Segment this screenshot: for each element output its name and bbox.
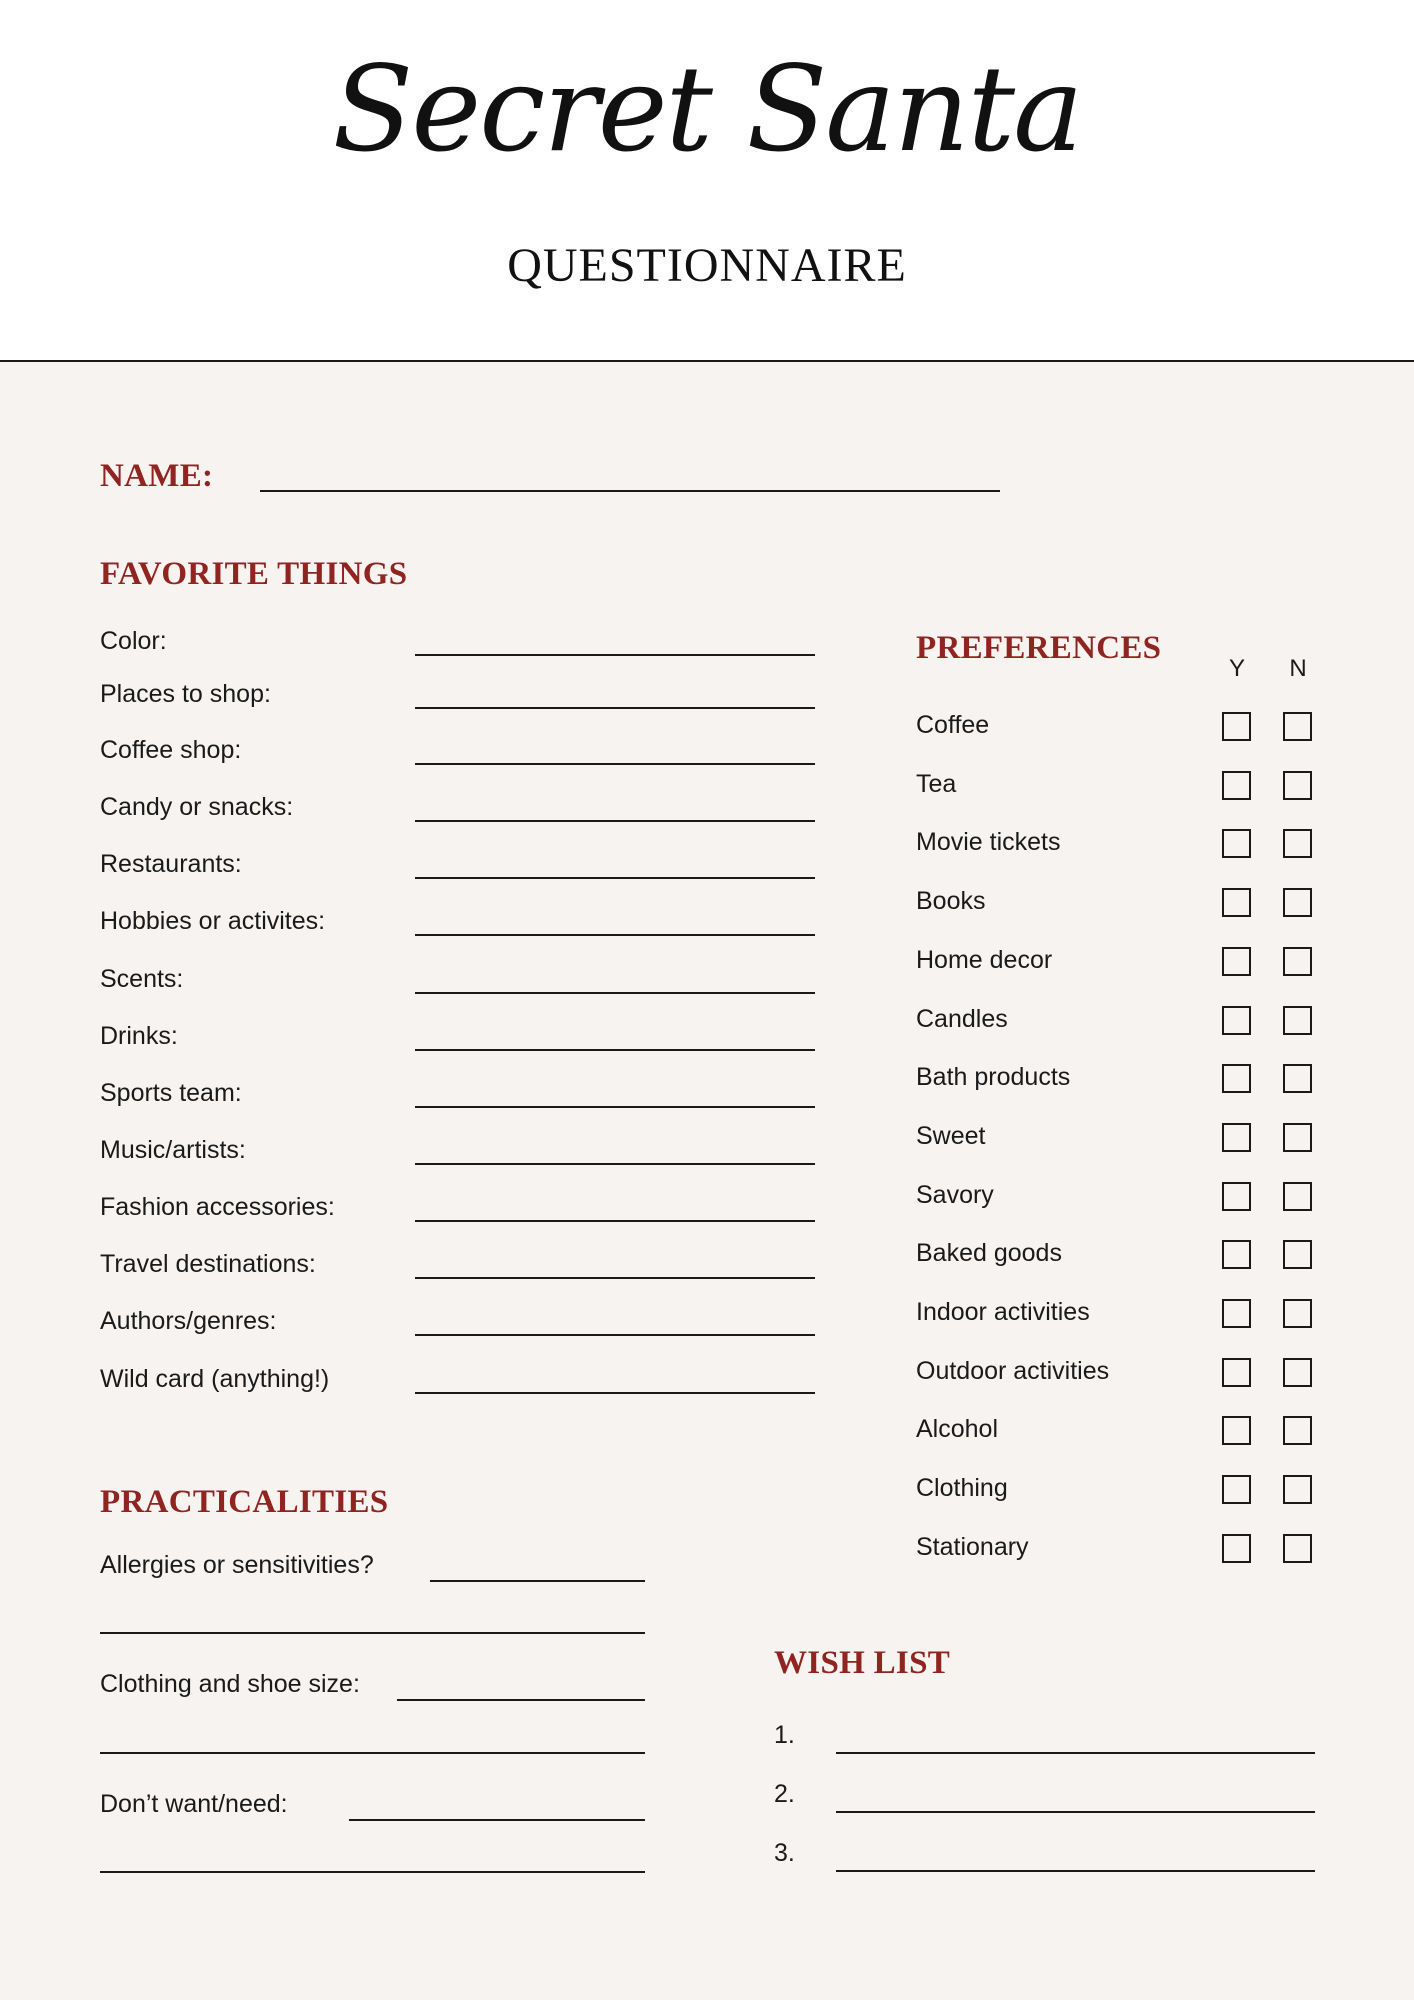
favorite-thing-input-line[interactable]	[415, 1049, 815, 1051]
preference-no-checkbox[interactable]	[1283, 1006, 1312, 1035]
preference-no-checkbox[interactable]	[1283, 888, 1312, 917]
preference-no-checkbox[interactable]	[1283, 771, 1312, 800]
favorite-thing-label: Fashion accessories:	[100, 1193, 335, 1221]
clothing-size-input-line[interactable]	[397, 1699, 645, 1701]
favorite-thing-label: Travel destinations:	[100, 1250, 316, 1278]
favorite-thing-label: Color:	[100, 627, 167, 655]
favorite-thing-label: Candy or snacks:	[100, 793, 294, 821]
favorite-thing-input-line[interactable]	[415, 654, 815, 656]
preference-label: Alcohol	[916, 1415, 998, 1444]
favorite-thing-input-line[interactable]	[415, 820, 815, 822]
dont-want-label: Don’t want/need:	[100, 1790, 288, 1818]
favorite-thing-label: Hobbies or activites:	[100, 907, 326, 935]
favorite-thing-input-line[interactable]	[415, 934, 815, 936]
favorite-thing-input-line[interactable]	[415, 1220, 815, 1222]
no-column-label: N	[1289, 655, 1307, 682]
preference-yes-checkbox[interactable]	[1222, 1006, 1251, 1035]
preference-no-checkbox[interactable]	[1283, 947, 1312, 976]
preferences-heading: PREFERENCES	[916, 630, 1162, 666]
preference-yes-checkbox[interactable]	[1222, 712, 1251, 741]
favorite-thing-label: Places to shop:	[100, 680, 271, 708]
preference-label: Movie tickets	[916, 828, 1061, 857]
preference-yes-checkbox[interactable]	[1222, 888, 1251, 917]
preference-no-checkbox[interactable]	[1283, 712, 1312, 741]
preference-label: Candles	[916, 1004, 1008, 1033]
preference-no-checkbox[interactable]	[1283, 1358, 1312, 1387]
favorite-thing-input-line[interactable]	[415, 992, 815, 994]
wish-list-input-line[interactable]	[836, 1870, 1315, 1872]
preference-label: Bath products	[916, 1063, 1071, 1092]
preference-yes-checkbox[interactable]	[1222, 1299, 1251, 1328]
preference-yes-checkbox[interactable]	[1222, 1475, 1251, 1504]
allergies-label: Allergies or sensitivities?	[100, 1551, 374, 1579]
favorite-thing-input-line[interactable]	[415, 877, 815, 879]
header	[0, 0, 1414, 360]
preference-no-checkbox[interactable]	[1283, 1123, 1312, 1152]
favorite-thing-label: Restaurants:	[100, 850, 242, 878]
wish-list-input-line[interactable]	[836, 1752, 1315, 1754]
preference-label: Coffee	[916, 711, 990, 739]
yes-column-label: Y	[1228, 655, 1245, 682]
wish-list-number: 3.	[774, 1839, 795, 1867]
preference-no-checkbox[interactable]	[1283, 1064, 1312, 1093]
favorite-thing-label: Drinks:	[100, 1022, 178, 1050]
preference-no-checkbox[interactable]	[1283, 1240, 1312, 1269]
form-body	[0, 362, 1414, 2000]
preference-yes-checkbox[interactable]	[1222, 1534, 1251, 1563]
preference-no-checkbox[interactable]	[1283, 1534, 1312, 1563]
preference-label: Indoor activities	[916, 1298, 1090, 1326]
favorite-thing-label: Authors/genres:	[100, 1307, 277, 1335]
favorite-thing-input-line[interactable]	[415, 1392, 815, 1394]
clothing-size-label: Clothing and shoe size:	[100, 1670, 360, 1698]
favorite-thing-label: Sports team:	[100, 1079, 242, 1107]
preference-no-checkbox[interactable]	[1283, 1182, 1312, 1211]
preference-yes-checkbox[interactable]	[1222, 829, 1251, 858]
clothing-size-input-line-2[interactable]	[100, 1752, 645, 1754]
wish-list-number: 1.	[774, 1721, 795, 1749]
favorite-thing-input-line[interactable]	[415, 1106, 815, 1108]
favorite-things-heading: FAVORITE THINGS	[100, 556, 408, 592]
allergies-input-line[interactable]	[430, 1580, 645, 1582]
name-input-line[interactable]	[260, 490, 1000, 492]
name-label: NAME:	[100, 458, 214, 494]
preference-no-checkbox[interactable]	[1283, 1475, 1312, 1504]
favorite-thing-label: Coffee shop:	[100, 736, 242, 764]
wish-list-input-line[interactable]	[836, 1811, 1315, 1813]
favorite-thing-input-line[interactable]	[415, 1163, 815, 1165]
page-title: Secret Santa	[332, 40, 1082, 178]
preference-no-checkbox[interactable]	[1283, 1416, 1312, 1445]
preference-no-checkbox[interactable]	[1283, 829, 1312, 858]
preference-no-checkbox[interactable]	[1283, 1299, 1312, 1328]
practicalities-heading: PRACTICALITIES	[100, 1484, 389, 1520]
favorite-thing-input-line[interactable]	[415, 1334, 815, 1336]
dont-want-input-line[interactable]	[349, 1819, 645, 1821]
dont-want-input-line-2[interactable]	[100, 1871, 645, 1873]
preference-yes-checkbox[interactable]	[1222, 1064, 1251, 1093]
preference-label: Home decor	[916, 945, 1053, 974]
preference-label: Books	[916, 887, 986, 916]
allergies-input-line-2[interactable]	[100, 1632, 645, 1634]
preference-yes-checkbox[interactable]	[1222, 947, 1251, 976]
preference-yes-checkbox[interactable]	[1222, 1240, 1251, 1269]
preference-label: Sweet	[916, 1121, 986, 1150]
favorite-thing-input-line[interactable]	[415, 763, 815, 765]
preference-yes-checkbox[interactable]	[1222, 771, 1251, 800]
preference-label: Stationary	[916, 1532, 1029, 1561]
wish-list-number: 2.	[774, 1780, 795, 1808]
preference-label: Outdoor activities	[916, 1356, 1110, 1385]
favorite-thing-label: Music/artists:	[100, 1136, 246, 1164]
preference-yes-checkbox[interactable]	[1222, 1123, 1251, 1152]
preference-yes-checkbox[interactable]	[1222, 1182, 1251, 1211]
favorite-thing-label: Wild card (anything!)	[100, 1365, 330, 1393]
preference-yes-checkbox[interactable]	[1222, 1358, 1251, 1387]
preference-label: Clothing	[916, 1474, 1008, 1503]
favorite-thing-label: Scents:	[100, 965, 184, 993]
preference-label: Savory	[916, 1180, 994, 1209]
preference-label: Baked goods	[916, 1239, 1062, 1268]
favorite-thing-input-line[interactable]	[415, 1277, 815, 1279]
preference-label: Tea	[916, 769, 957, 798]
page-subtitle: QUESTIONNAIRE	[507, 239, 907, 292]
preference-yes-checkbox[interactable]	[1222, 1416, 1251, 1445]
wish-list-heading: WISH LIST	[774, 1645, 951, 1681]
favorite-thing-input-line[interactable]	[415, 707, 815, 709]
